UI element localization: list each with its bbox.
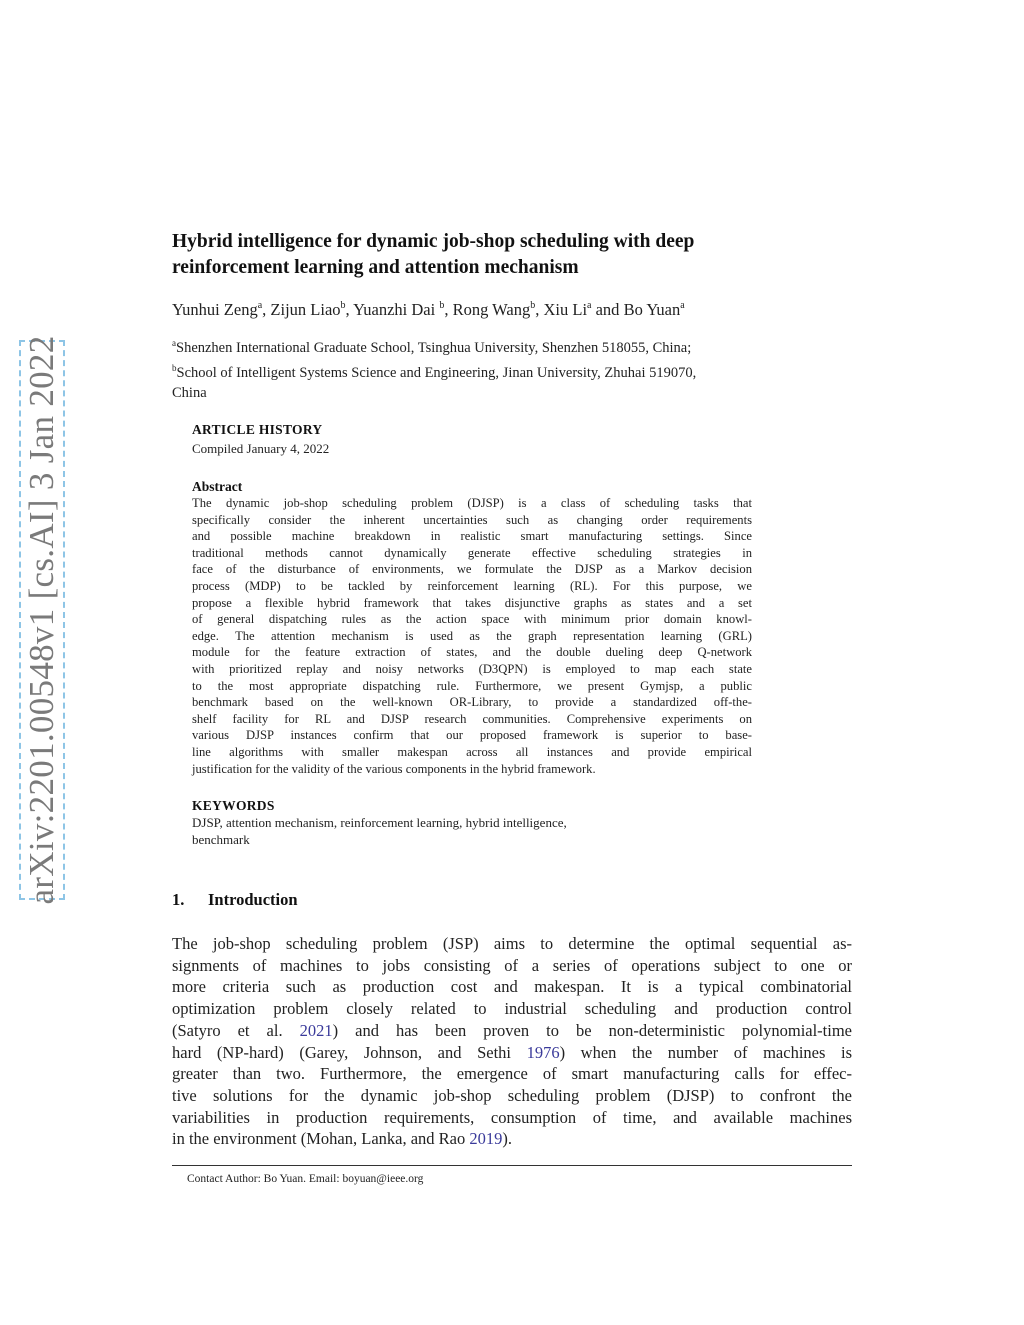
affiliations bbox=[172, 333, 872, 403]
author-affil-mark: a bbox=[257, 300, 263, 311]
body-line: (Satyro et al. 2021) and has been proven to be non-deterministic polynomial-time bbox=[172, 1020, 853, 1040]
abstract-line: module for the feature extraction of states, and the double dueling deep Q-network bbox=[192, 645, 752, 660]
author-name: Zijun Liao bbox=[270, 300, 341, 319]
article-history-label: ARTICLE HISTORY bbox=[192, 422, 323, 437]
body-line: optimization problem closely related to industrial scheduling and production control bbox=[172, 999, 852, 1019]
keywords bbox=[192, 798, 752, 848]
author-name: Xiu Li bbox=[543, 300, 588, 319]
abstract-line: specifically consider the inherent uncertainties such as changing order requirements bbox=[192, 512, 752, 527]
title-line: reinforcement learning and attention mechanism bbox=[172, 257, 579, 278]
author-affil-mark: b bbox=[340, 300, 346, 311]
compiled-date: Compiled January 4, 2022 bbox=[192, 441, 330, 456]
abstract-line: face of the disturbance of environments, we formulate the DJSP as a Markov decision bbox=[192, 562, 752, 577]
body-line: more criteria such as production cost and makespan. It is a typical combinatorial bbox=[172, 977, 852, 997]
title-line: Hybrid intelligence for dynamic job-shop scheduling with deep bbox=[172, 231, 695, 252]
abstract-line: traditional methods cannot dynamically generate effective scheduling strategies in bbox=[192, 545, 752, 560]
footnote-contact: Contact Author: Bo Yuan. Email: boyuan@ieee.org bbox=[187, 1173, 424, 1185]
author-affil-mark: b bbox=[439, 300, 445, 311]
body-line: hard (NP-hard) (Garey, Johnson, and Sethi 1976) when the number of machines is bbox=[172, 1042, 853, 1062]
article-history bbox=[192, 422, 329, 457]
abstract-line: with prioritized replay and noisy networks (D3QPN) is employed to map each state bbox=[192, 661, 752, 676]
author-name: Yunhui Zeng bbox=[172, 300, 258, 319]
author-name: Rong Wang bbox=[452, 300, 531, 319]
abstract-line: propose a flexible hybrid framework that takes disjunctive graphs as states and a set bbox=[192, 595, 752, 610]
abstract-line: line algorithms with smaller makespan across all instances and provide empirical bbox=[192, 744, 752, 759]
citation-link[interactable]: 1976 bbox=[526, 1042, 560, 1062]
abstract-line: various DJSP instances confirm that our proposed framework is superior to base- bbox=[192, 728, 752, 743]
abstract bbox=[192, 479, 752, 777]
section-title: Introduction bbox=[208, 890, 298, 909]
arxiv-stamp-text[interactable]: arXiv:2201.00548v1 [cs.AI] 3 Jan 2022 bbox=[22, 335, 61, 905]
abstract-line: of general dispatching rules as the action space with minimum prior domain knowl- bbox=[192, 612, 752, 627]
abstract-line: and possible machine breakdown in realistic smart manufacturing settings. Since bbox=[192, 529, 752, 544]
abstract-line: edge. The attention mechanism is used as the graph representation learning (GRL) bbox=[192, 628, 752, 643]
affiliation-a: $^a$Shenzhen International Graduate School, Tsinghua University, Shenzhen 518055, China; bbox=[172, 338, 692, 356]
abstract-line: The dynamic job-shop scheduling problem (DJSP) is a class of scheduling tasks that bbox=[192, 496, 752, 510]
author-list: Yunhui Zeng$^a$, Zijun Liao$^b$, Yuanzhi Dai $^b$, Rong Wang$^b$, Xiu Li$^a$ and Bo Yuan$^a$ bbox=[172, 300, 685, 319]
keywords-line: benchmark bbox=[192, 832, 250, 847]
abstract-body bbox=[192, 495, 752, 777]
abstract-line: process (MDP) to be tackled by reinforcement learning (RL). For this purpose, we bbox=[192, 578, 752, 593]
abstract-line: to the most appropriate dispatching rule. Furthermore, we present Gymjsp, a public bbox=[192, 678, 752, 693]
abstract-line: benchmark based on the well-known OR-Library, to provide a standardized off-the- bbox=[192, 695, 752, 710]
citation-link[interactable]: 2019 bbox=[469, 1129, 503, 1149]
section-number: 1. bbox=[172, 890, 185, 909]
body-line: tive solutions for the dynamic job-shop scheduling problem (DJSP) to confront the bbox=[172, 1085, 852, 1105]
abstract-label: Abstract bbox=[192, 479, 243, 494]
author-affil-mark: a bbox=[587, 300, 592, 311]
abstract-line: shelf facility for RL and DJSP research communities. Comprehensive experiments on bbox=[192, 711, 752, 726]
author-affil-mark: b bbox=[530, 300, 536, 311]
affiliation-b: $^b$School of Intelligent Systems Science and Engineering, Jinan University, Zhuhai 519070, bbox=[172, 363, 697, 381]
citation-link[interactable]: 2021 bbox=[299, 1020, 333, 1040]
keywords-label: KEYWORDS bbox=[192, 798, 275, 813]
section-heading-introduction bbox=[172, 890, 298, 910]
author-name: Yuanzhi Dai bbox=[353, 300, 440, 319]
author-affil-mark: a bbox=[680, 300, 685, 311]
paper-title bbox=[172, 229, 872, 281]
affiliation-b-cont: China bbox=[172, 385, 207, 401]
abstract-line: justification for the validity of the various components in the hybrid framework. bbox=[192, 761, 596, 776]
author-name: Bo Yuan bbox=[623, 300, 681, 319]
introduction-body bbox=[172, 933, 852, 1150]
body-line: greater than two. Furthermore, the emergence of smart manufacturing calls for effec- bbox=[172, 1064, 852, 1084]
keywords-list bbox=[192, 814, 752, 848]
body-line: signments of machines to jobs consisting of a series of operations subject to one or bbox=[172, 955, 852, 975]
body-line: variabilities in production requirements, consumption of time, and available machines bbox=[172, 1107, 852, 1127]
keywords-line: DJSP, attention mechanism, reinforcement learning, hybrid intelligence, bbox=[192, 815, 567, 830]
body-line: The job-shop scheduling problem (JSP) aims to determine the optimal sequential as- bbox=[172, 934, 852, 953]
footnote-divider bbox=[172, 1165, 852, 1166]
body-line: in the environment (Mohan, Lanka, and Rao 2019). bbox=[172, 1129, 513, 1149]
